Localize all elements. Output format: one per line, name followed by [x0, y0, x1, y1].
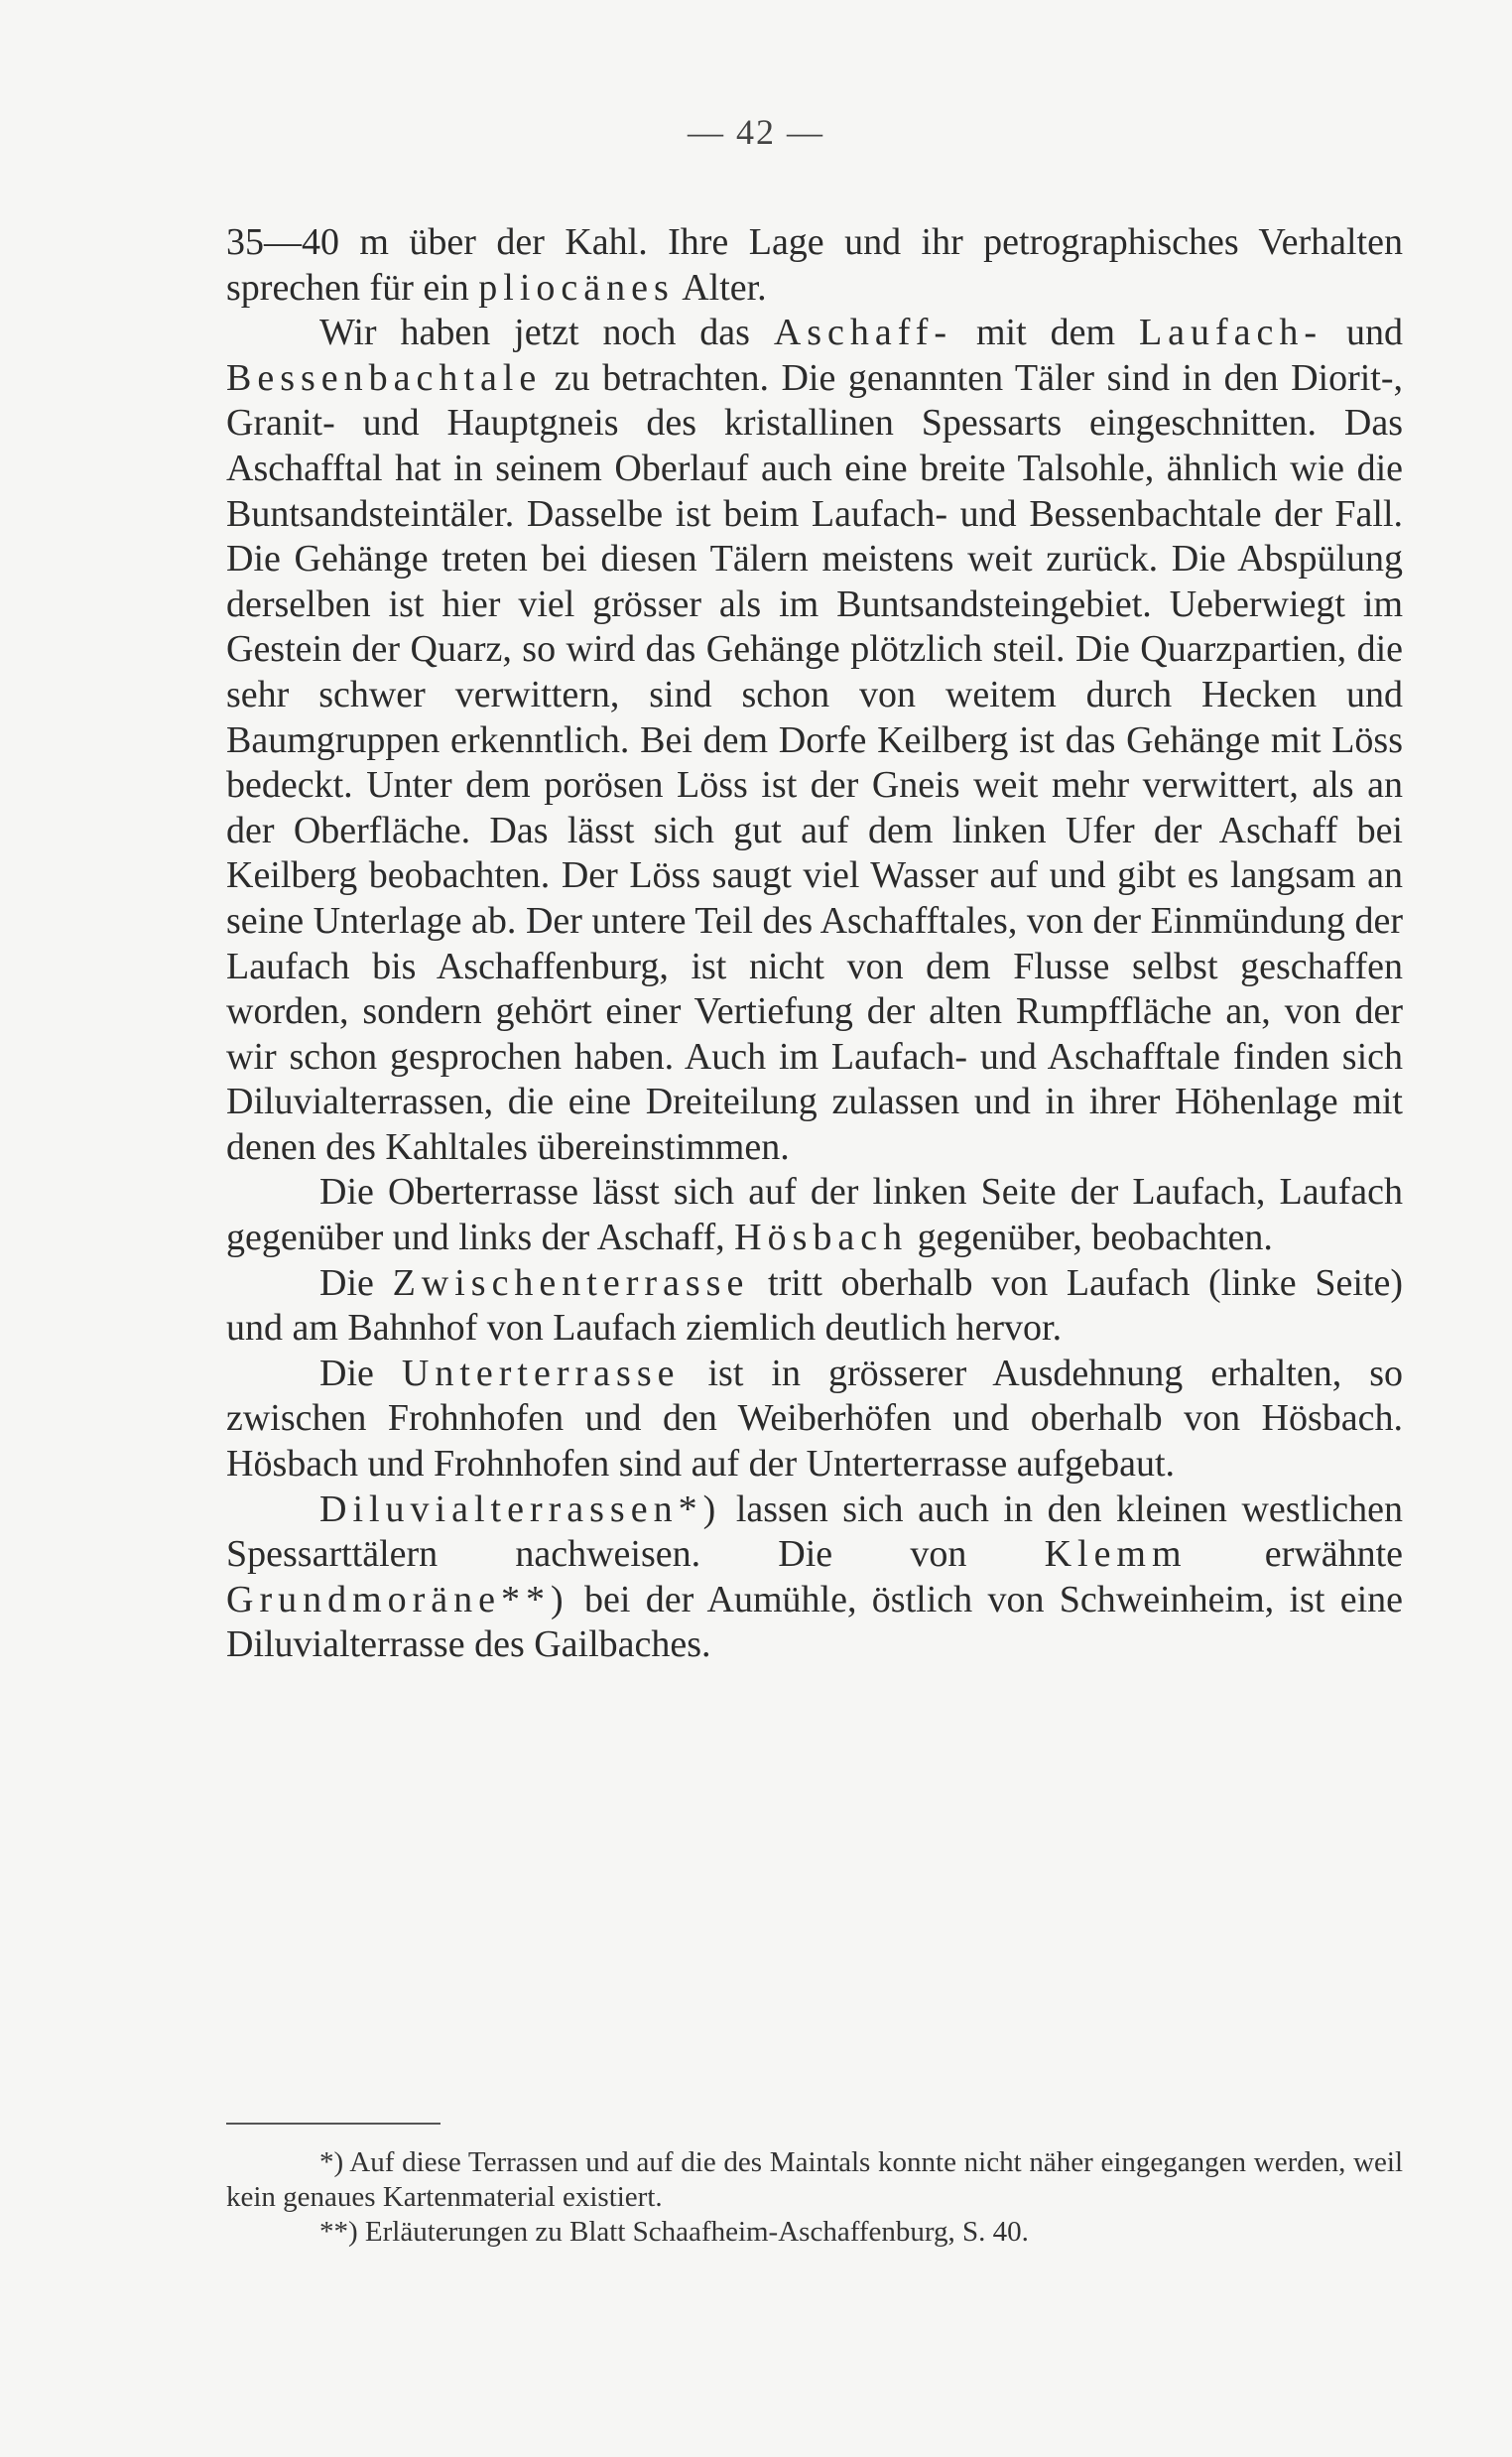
paragraph [226, 1261, 1403, 1352]
spaced-emphasis: Unterterrasse [401, 1352, 681, 1394]
spaced-emphasis: Hösbach [734, 1217, 909, 1259]
text-run: zu betrachten. Die genannten Täler sind in den Diorit-, Granit- und Hauptgneis des kristallinen Spessarts eingeschnitten. Das Aschafftal hat in seinem Oberlauf auch eine breite Talsohle, ähnlich wie die Buntsandsteintäler. Dasselbe ist beim Laufach- und Bessenbachtale der Fall. Die Gehänge treten bei diesen Tälern meistens weit zurück. Die Abspülung derselben ist hier viel grösser als im Buntsandsteingebiet. Ueberwiegt im Gestein der Quarz, so wird das Gehänge plötzlich steil. Die Quarzpartien, die sehr schwer verwittern, sind schon von weitem durch Hecken und Baumgruppen erkenntlich. Bei dem Dorfe Keilberg ist das Gehänge mit Löss bedeckt. Unter dem porösen Löss ist der Gneis weit mehr verwittert, als an der Oberfläche. Das lässt sich gut auf dem linken Ufer der Aschaff bei Keilberg beobachten. Der Löss saugt viel Wasser auf und gibt es langsam an seine Unterlage ab. Der untere Teil des Aschafftales, von der Einmündung der Laufach bis Aschaffenburg, ist nicht von dem Flusse selbst geschaffen worden, sondern gehört einer Vertiefung der alten Rumpffläche an, von der wir schon gesprochen haben. Auch im Laufach- und Aschafftale finden sich Diluvialterrassen, die eine Dreiteilung zulassen und in ihrer Höhenlage mit denen des Kahltales übereinstimmen. [226, 356, 1403, 1168]
paragraph [226, 1487, 1403, 1668]
paragraph [226, 1352, 1403, 1487]
text-run: Die [319, 1261, 393, 1304]
text-run: Alter. [674, 266, 767, 309]
spaced-emphasis: Aschaff- [773, 312, 953, 354]
text-run: Wir haben jetzt noch das [319, 312, 774, 354]
body-text [226, 220, 1403, 1668]
spaced-emphasis: Diluvialterrassen*) [319, 1487, 722, 1530]
footnote: *) Auf diese Terrassen und auf die des Maintals konnte nicht näher eingegangen werden, weil kein genaues Kartenmaterial existiert. [226, 2146, 1403, 2213]
text-run: 35—40 m über der Kahl. Ihre Lage und ihr petrographisches Verhalten sprechen für ein [226, 221, 1403, 309]
spaced-emphasis: Grundmoräne**) [226, 1578, 569, 1620]
text-run: Die [319, 1352, 402, 1394]
text-run: mit dem [952, 312, 1139, 354]
spaced-emphasis: pliocänes [478, 266, 675, 309]
text-run: Die Oberterrasse lässt sich auf der linken Seite der Laufach, Laufach gegenüber und links der Aschaff, [226, 1171, 1403, 1259]
text-run: lassen sich auch in den kleinen westlichen Spessarttälern nachweisen. Die von [226, 1487, 1403, 1576]
paragraph [226, 311, 1403, 1170]
footnote-divider [226, 2123, 441, 2125]
footnote: **) Erläuterungen zu Blatt Schaafheim-Aschaffenburg, S. 40. [319, 2216, 1029, 2248]
text-run: erwähnte [1187, 1533, 1403, 1576]
text-run: tritt oberhalb von Laufach (linke Seite) und am Bahnhof von Laufach ziemlich deutlich hervor. [226, 1261, 1403, 1350]
page-number: — 42 — [688, 112, 824, 152]
text-run: gegenüber, beobachten. [908, 1217, 1273, 1259]
spaced-emphasis: Klemm [1044, 1533, 1188, 1576]
spaced-emphasis: Bessenbachtale [226, 356, 543, 399]
text-run: und [1323, 312, 1403, 354]
paragraph [226, 1170, 1403, 1260]
paragraph [226, 220, 1403, 311]
text-run: ist in grösserer Ausdehnung erhalten, so zwischen Frohnhofen und den Weiberhöfen und oberhalb von Hösbach. Hösbach und Frohnhofen sind auf der Unterterrasse aufgebaut. [226, 1352, 1404, 1486]
spaced-emphasis: Zwischenterrasse [392, 1261, 750, 1304]
footnotes [226, 2145, 1403, 2250]
text-run: bei der Aumühle, östlich von Schweinheim, ist eine Diluvialterrasse des Gailbaches. [226, 1578, 1403, 1666]
spaced-emphasis: Laufach- [1138, 312, 1323, 354]
